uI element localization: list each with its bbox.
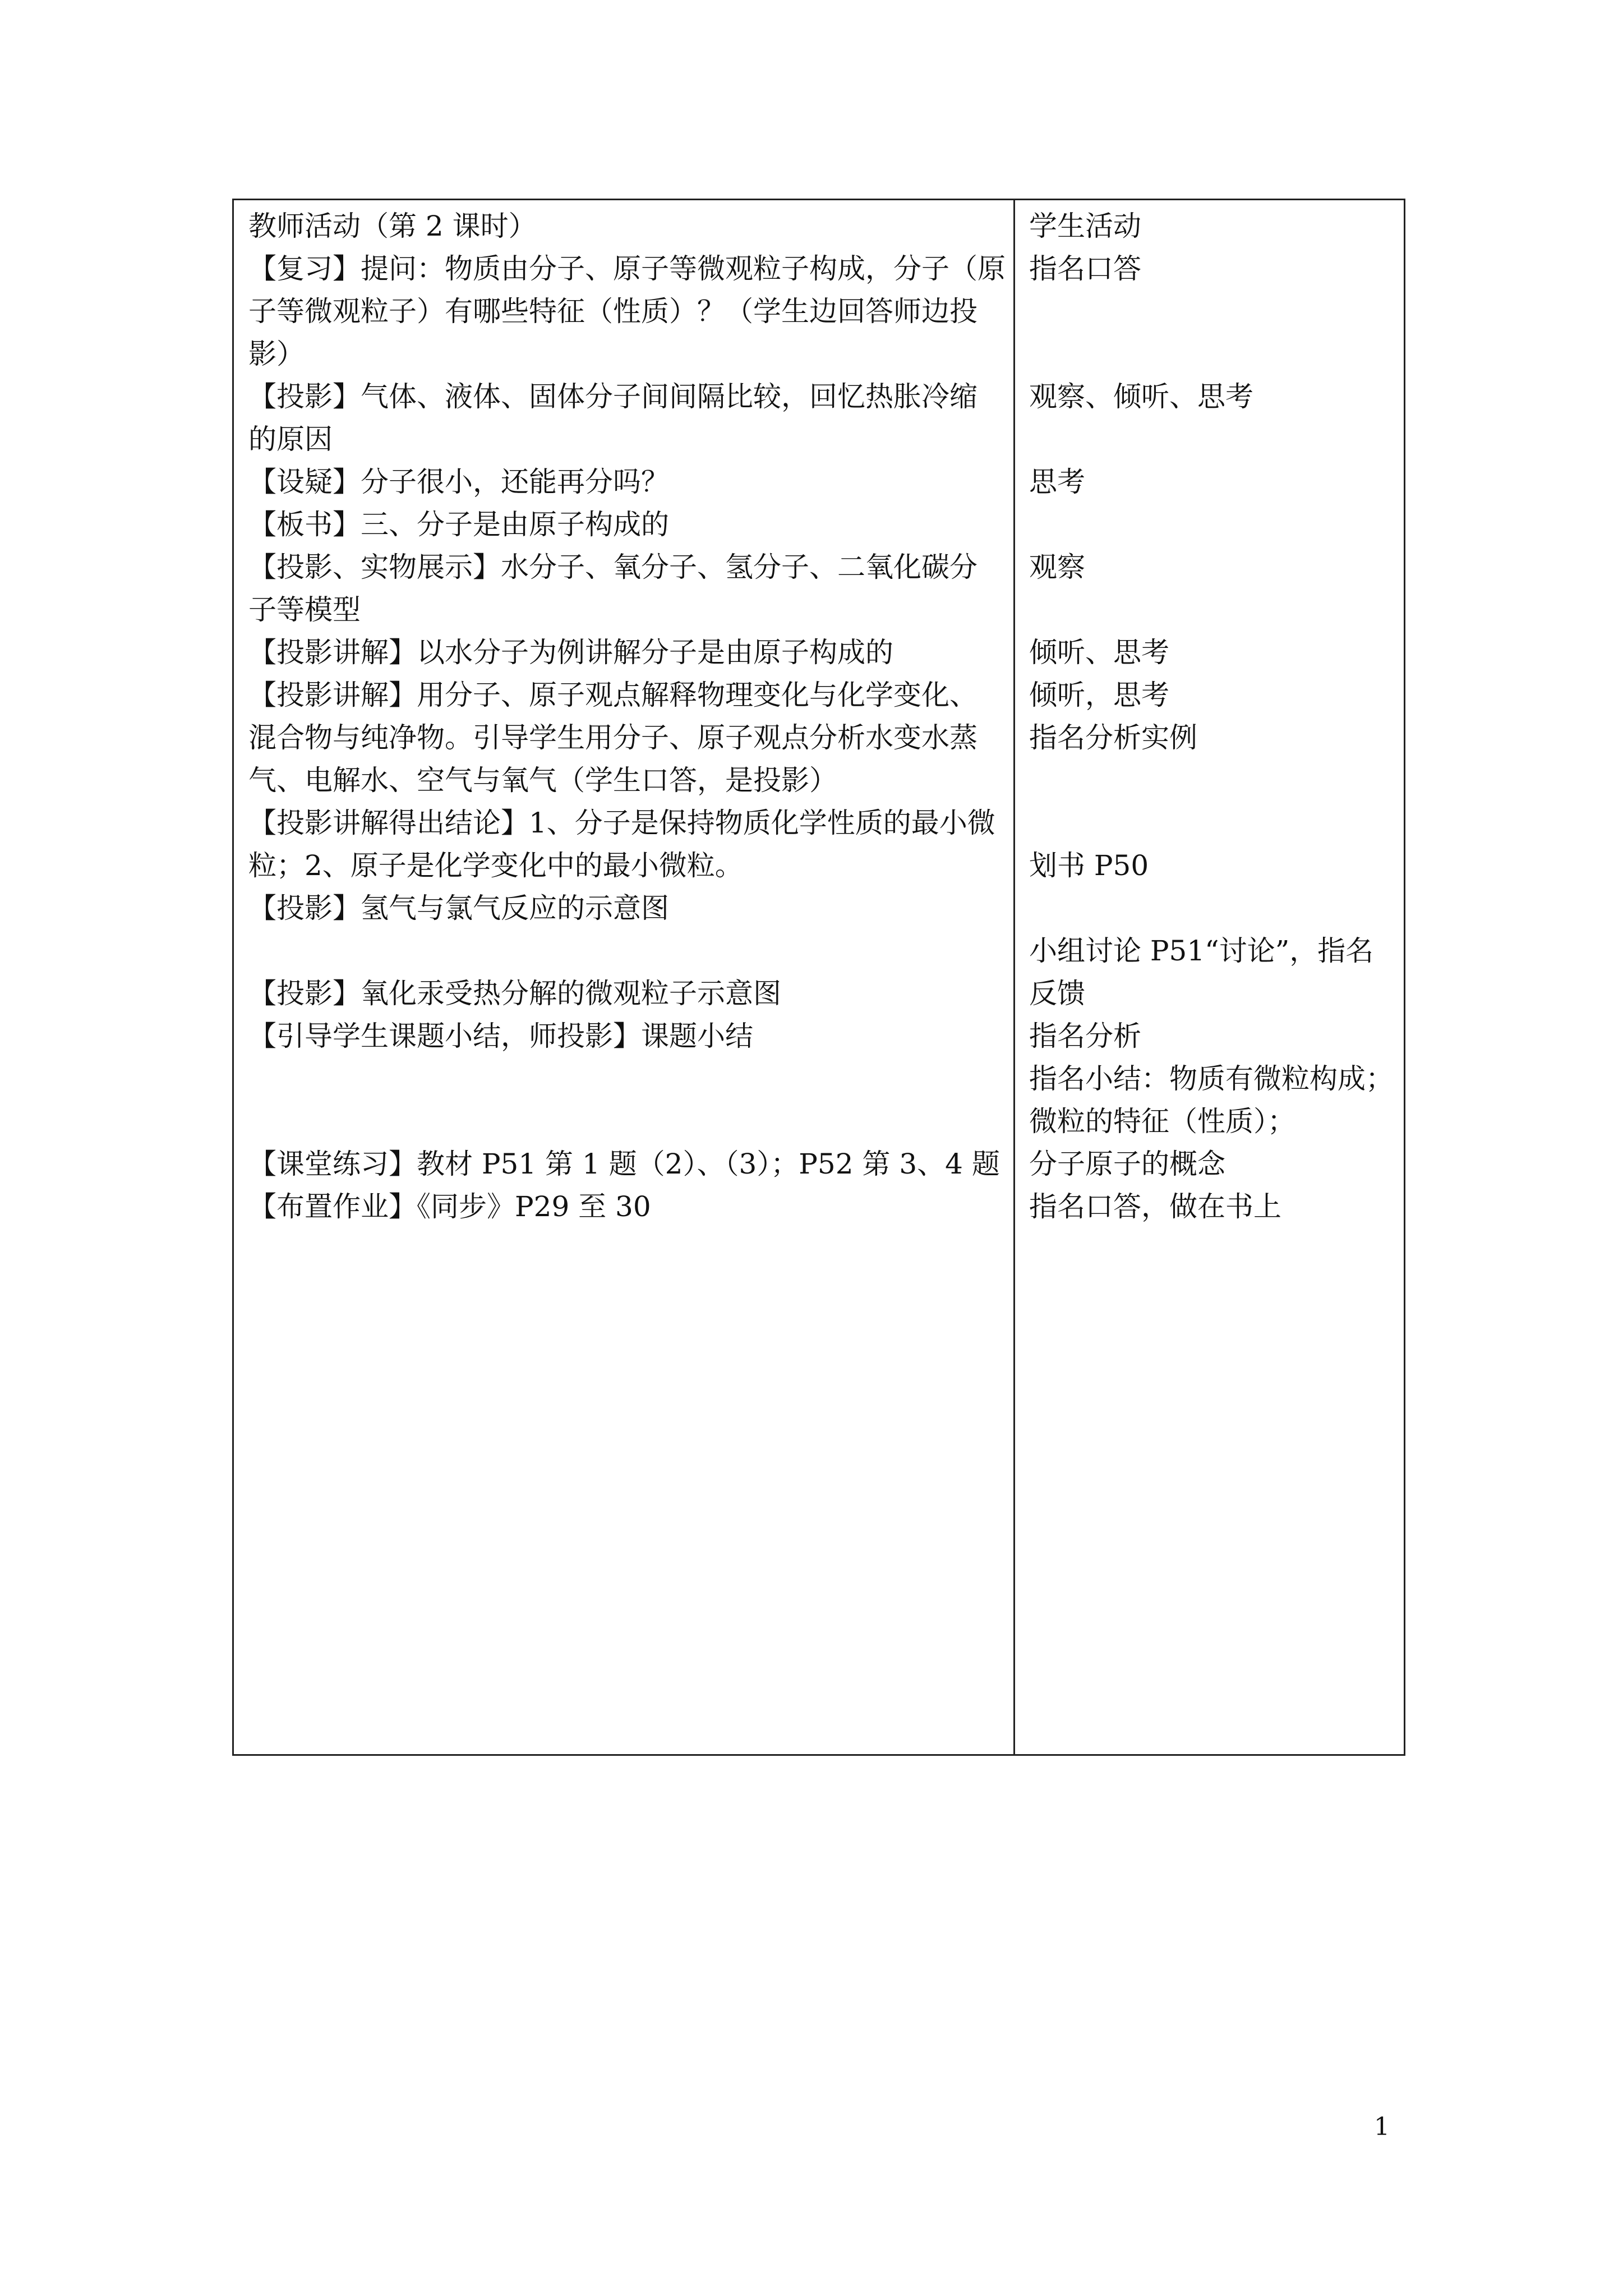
teacher-activity-line [248,1100,1003,1143]
student-activity-line: 反馈 [1029,977,1085,1010]
teacher-activity-line: 【投影】氧化汞受热分解的微观粒子示意图 [248,977,781,1010]
teacher-activity-line: 影） [248,338,305,370]
teacher-activity-line: 【投影讲解】用分子、原子观点解释物理变化与化学变化、 [248,679,978,711]
student-activity-line: 学生活动 [1029,210,1141,242]
student-activity-line: 指名小结：物质有微粒构成； [1029,1062,1394,1095]
teacher-activity-line: 【投影】氢气与氯气反应的示意图 [248,892,669,924]
teacher-activity-line: 【引导学生课题小结，师投影】课题小结 [248,1020,753,1052]
teacher-activity-line: 子等微观粒子）有哪些特征（性质）？（学生边回答师边投 [248,295,978,328]
teacher-activity-line: 【布置作业】《同步》P29 至 30 [248,1190,651,1223]
student-activity-line [1029,588,1402,631]
teacher-activity-line: 【投影、实物展示】水分子、氧分子、氢分子、二氧化碳分 [248,551,978,583]
teacher-activity-line: 【课堂练习】教材 P51 第 1 题（2）、（3）；P52 第 3、4 题 [248,1148,1000,1180]
student-activity-line [1029,887,1402,930]
teacher-activity-line: 【复习】提问：物质由分子、原子等微观粒子构成，分子（原 [248,252,1006,285]
teacher-activity-line: 【投影讲解得出结论】1、分子是保持物质化学性质的最小微 [248,807,995,839]
student-activity-line: 指名分析实例 [1029,721,1197,754]
teacher-activity-column [248,205,1006,1228]
student-activity-line: 指名口答 [1029,252,1141,285]
student-activity-line [1029,802,1402,844]
student-activity-column [1029,205,1402,1228]
teacher-activity-line: 【板书】三、分子是由原子构成的 [248,508,669,541]
student-activity-line: 倾听、思考 [1029,636,1169,669]
teacher-activity-line: 粒；2、原子是化学变化中的最小微粒。 [248,849,743,882]
student-activity-line [1029,503,1402,546]
student-activity-line: 小组讨论 P51“讨论”，指名 [1029,935,1374,967]
teacher-activity-line [248,1057,1003,1100]
student-activity-line: 倾听，思考 [1029,679,1169,711]
student-activity-line: 分子原子的概念 [1029,1148,1225,1180]
student-activity-line: 思考 [1029,466,1085,498]
page-number: 1 [1374,2113,1390,2141]
student-activity-line [1029,333,1402,375]
teacher-activity-line: 【投影讲解】以水分子为例讲解分子是由原子构成的 [248,636,893,669]
student-activity-line [1029,759,1402,802]
teacher-activity-line: 气、电解水、空气与氧气（学生口答，是投影） [248,764,837,797]
teacher-activity-line: 子等模型 [248,593,361,626]
teacher-activity-line: 教师活动（第 2 课时） [248,210,537,242]
student-activity-line [1029,418,1402,461]
column-divider [1013,200,1015,1754]
student-activity-line: 观察、倾听、思考 [1029,380,1253,413]
teacher-activity-line: 的原因 [248,423,333,455]
teacher-activity-line: 混合物与纯净物。引导学生用分子、原子观点分析水变水蒸 [248,721,978,754]
teacher-activity-line: 【设疑】分子很小，还能再分吗？ [248,466,669,498]
teacher-activity-line [248,930,1003,972]
student-activity-line: 指名口答，做在书上 [1029,1190,1281,1223]
teacher-activity-line: 【投影】气体、液体、固体分子间间隔比较，回忆热胀冷缩 [248,380,978,413]
student-activity-line: 指名分析 [1029,1020,1141,1052]
student-activity-line [1029,290,1402,333]
student-activity-line: 划书 P50 [1029,849,1149,882]
lesson-table [232,199,1405,1756]
student-activity-line: 微粒的特征（性质）； [1029,1105,1295,1138]
student-activity-line: 观察 [1029,551,1085,583]
